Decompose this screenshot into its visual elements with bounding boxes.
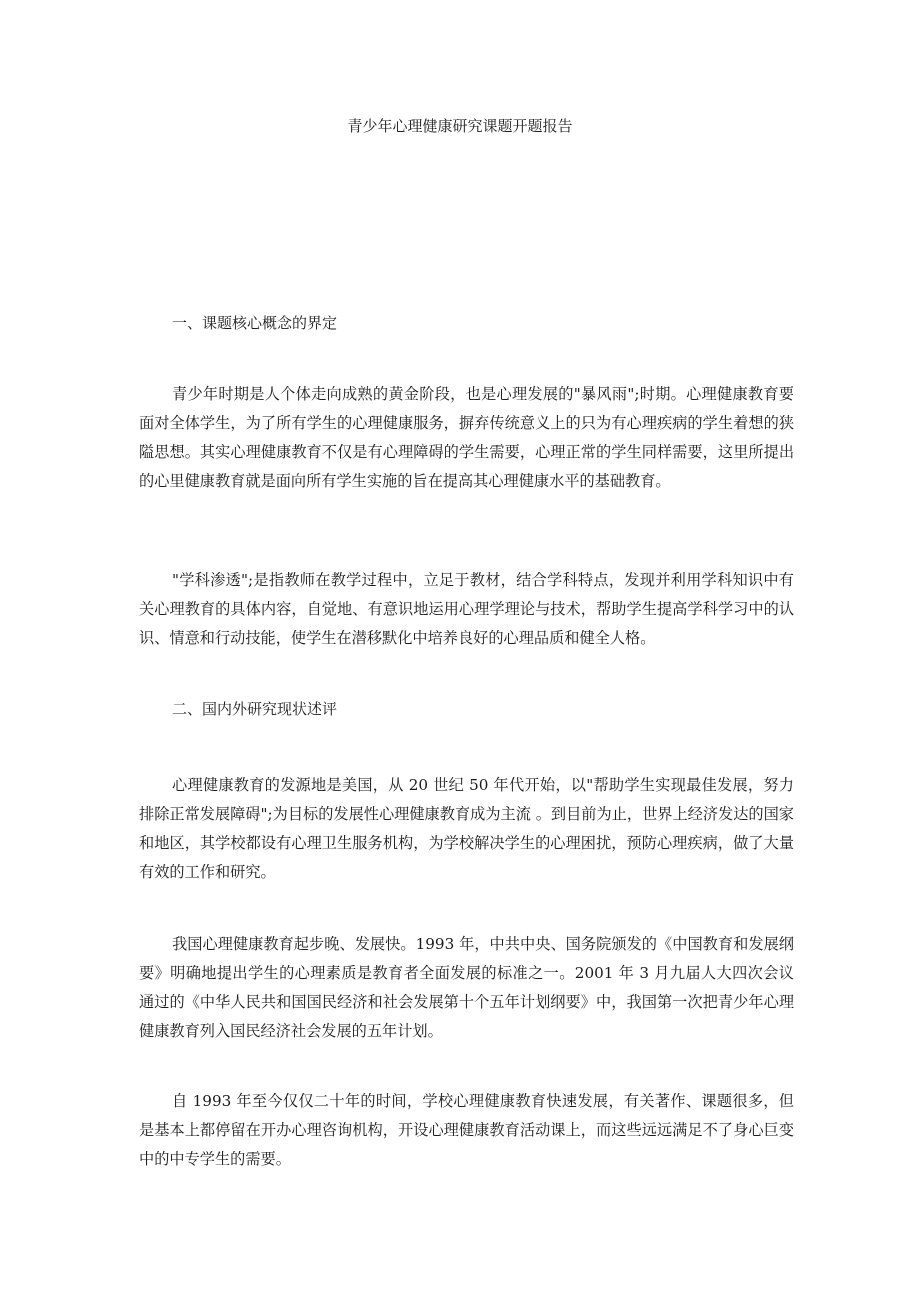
paragraph-subject-infiltration: "学科渗透";是指教师在教学过程中，立足于教材，结合学科特点，发现并利用学科知识中有关心理教育的具体内容，自觉地、有意识地运用心理学理论与技术，帮助学生提高学科学习中的认识、情意和行动技能，使学生在潜移默化中培养良好的心理品质和健全人格。 xyxy=(139,571,794,647)
section-heading-research-review: 二、国内外研究现状述评 xyxy=(172,700,338,718)
section-heading-concepts: 一、课题核心概念的界定 xyxy=(172,314,338,332)
paragraph-adolescence: 青少年时期是人个体走向成熟的黄金阶段，也是心理发展的"暴风雨";时期。心理健康教育要面对全体学生，为了所有学生的心理健康服务，摒弃传统意义上的只为有心理疾病的学生着想的狭隘思想。其实心理健康教育不仅是有心理障碍的学生需要，心理正常的学生同样需要，这里所提出的心里健康教育就是面向所有学生实施的旨在提高其心理健康水平的基础教育。 xyxy=(139,385,794,490)
paragraph-origin-usa: 心理健康教育的发源地是美国，从 20 世纪 50 年代开始，以"帮助学生实现最佳发展，努力排除正常发展障碍";为目标的发展性心理健康教育成为主流 。到目前为止，世界上经济发达的国家和地区，其学校都设有心理卫生服务机构，为学校解决学生的心理困扰，预防心理疾病，做了大量有效的工作和研究。 xyxy=(139,776,794,881)
document-title: 青少年心理健康研究课题开题报告 xyxy=(347,117,573,135)
paragraph-china-development: 我国心理健康教育起步晚、发展快。1993 年，中共中央、国务院颁发的《中国教育和发展纲要》明确地提出学生的心理素质是教育者全面发展的标准之一。2001 年 3 月九届人大四次会议通过的《中华人民共和国国民经济和社会发展第十个五年计划纲要》中，我国第一次把青少年心理健康教育列入国民经济社会发展的五年计划。 xyxy=(139,935,794,1040)
paragraph-twenty-years: 自 1993 年至今仅仅二十年的时间，学校心理健康教育快速发展，有关著作、课题很多，但是基本上都停留在开办心理咨询机构，开设心理健康教育活动课上，而这些远远满足不了身心巨变中的中专学生的需要。 xyxy=(139,1092,794,1168)
